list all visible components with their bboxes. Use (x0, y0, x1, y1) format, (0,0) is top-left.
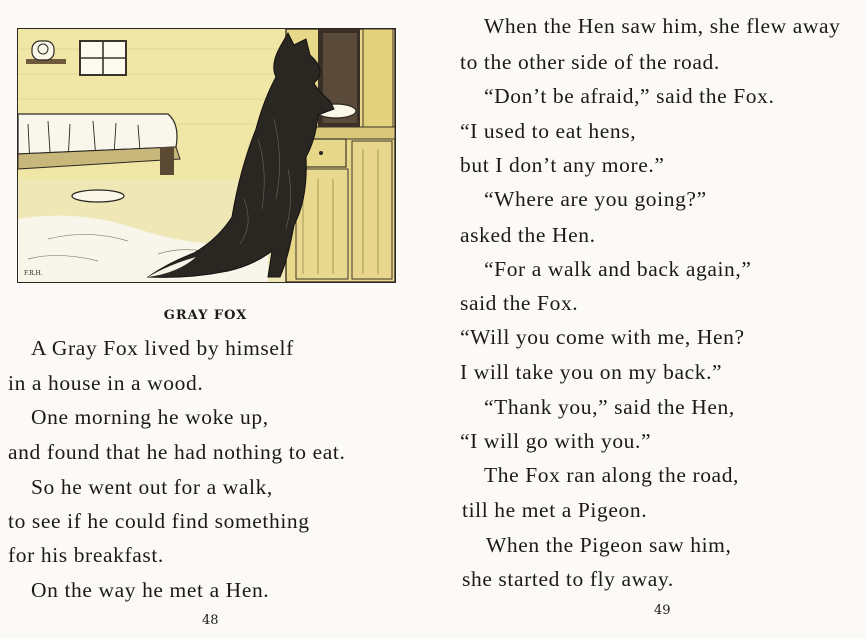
text-line: When the Pigeon saw him, (486, 533, 732, 557)
text-line: till he met a Pigeon. (462, 498, 648, 522)
illustrator-signature: F.R.H. (24, 270, 43, 277)
text-line: “I used to eat hens, (460, 119, 637, 143)
text-line: “For a walk and back again,” (484, 257, 752, 281)
text-line: On the way he met a Hen. (31, 578, 270, 602)
text-line: When the Hen saw him, she flew away (484, 14, 841, 38)
text-line: “I will go with you.” (460, 429, 652, 453)
text-line: but I don’t any more.” (460, 153, 665, 177)
text-line: and found that he had nothing to eat. (8, 440, 346, 464)
text-line: for his breakfast. (8, 543, 164, 567)
text-line: in a house in a wood. (8, 371, 204, 395)
text-line: So he went out for a walk, (31, 475, 273, 499)
right-page (440, 0, 865, 639)
fox-kitchen-image (18, 29, 395, 282)
text-line: A Gray Fox lived by himself (31, 336, 294, 360)
page-number: 49 (654, 603, 671, 618)
text-line: One morning he woke up, (31, 405, 269, 429)
page-number: 48 (202, 613, 219, 628)
text-line: asked the Hen. (460, 223, 596, 247)
text-line: to see if he could find something (8, 509, 310, 533)
story-title: GRAY FOX (163, 308, 248, 323)
text-line: “Where are you going?” (484, 187, 707, 211)
text-line: to the other side of the road. (460, 50, 720, 74)
text-line: “Will you come with me, Hen? (460, 325, 745, 349)
text-line: The Fox ran along the road, (484, 463, 740, 487)
text-line: said the Fox. (460, 291, 579, 315)
text-line: she started to fly away. (462, 567, 674, 591)
gray-fox-illustration (17, 28, 396, 283)
text-line: I will take you on my back.” (460, 360, 723, 384)
text-line: “Thank you,” said the Hen, (484, 395, 735, 419)
text-line: “Don’t be afraid,” said the Fox. (484, 84, 775, 108)
